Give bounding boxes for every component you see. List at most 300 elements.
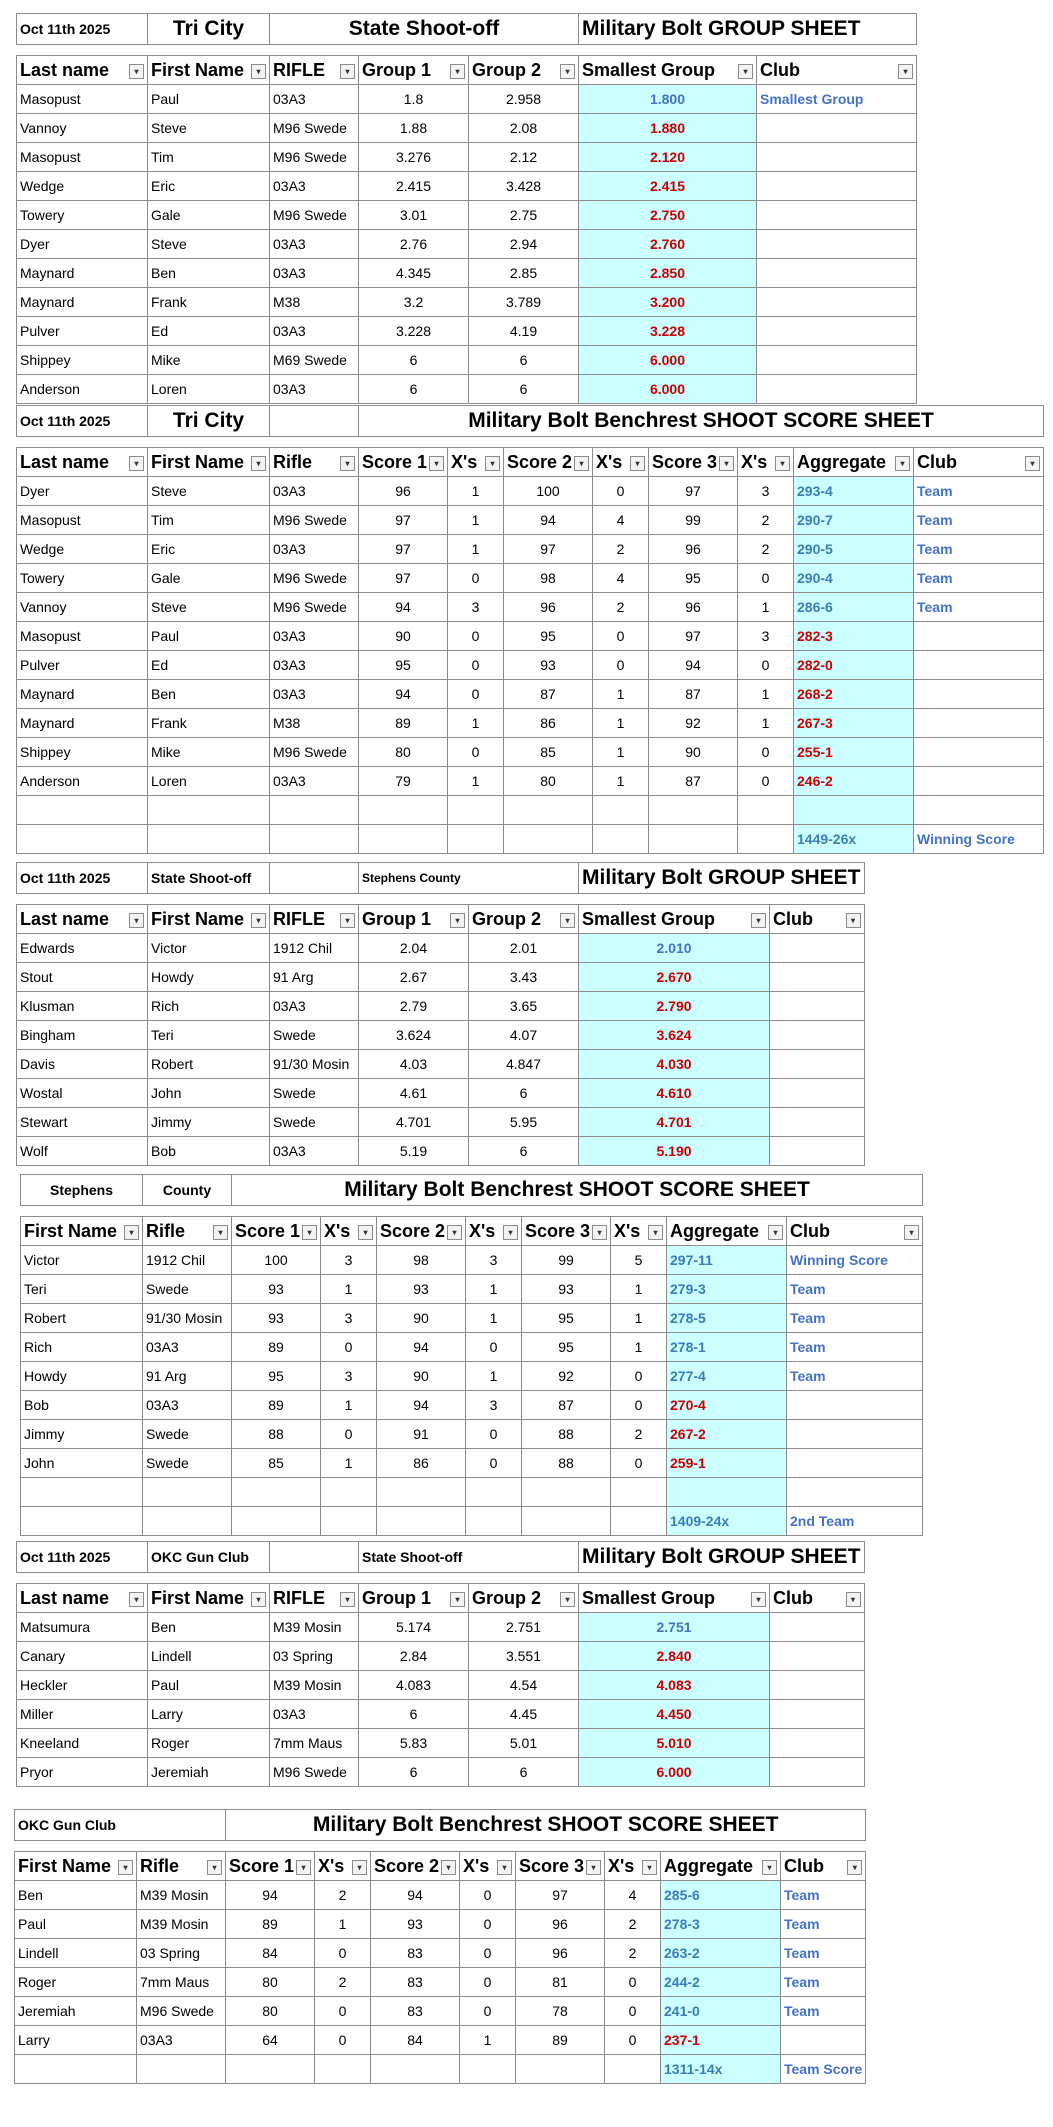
table-cell[interactable]: 85	[232, 1449, 321, 1478]
table-cell[interactable]: 88	[522, 1420, 611, 1449]
table-cell[interactable]	[466, 1478, 522, 1507]
table-cell[interactable]: M96 Swede	[270, 738, 359, 767]
table-cell[interactable]: 267-3	[794, 709, 914, 738]
table-cell[interactable]: 3.65	[469, 992, 579, 1021]
table-cell[interactable]: 87	[522, 1391, 611, 1420]
table-cell[interactable]	[770, 1758, 864, 1787]
table-cell[interactable]: 99	[522, 1246, 611, 1275]
table-cell[interactable]: Team	[914, 506, 1044, 535]
table-cell[interactable]: 0	[593, 651, 649, 680]
table-cell[interactable]: Loren	[148, 767, 270, 796]
table-cell[interactable]: 94	[377, 1333, 466, 1362]
table-cell[interactable]: 2	[738, 506, 794, 535]
table-cell[interactable]	[377, 1507, 466, 1536]
table-cell[interactable]: Masopust	[17, 622, 148, 651]
table-cell[interactable]: Masopust	[17, 143, 148, 172]
filter-dropdown-icon[interactable]: ▾	[586, 1860, 601, 1875]
table-cell[interactable]: Team	[787, 1304, 923, 1333]
table-cell[interactable]	[649, 796, 738, 825]
table-cell[interactable]: Maynard	[17, 288, 148, 317]
table-cell[interactable]: Wostal	[17, 1079, 148, 1108]
table-cell[interactable]: Kneeland	[17, 1729, 148, 1758]
table-cell[interactable]: 2	[605, 1910, 661, 1939]
table-cell[interactable]: 4.450	[579, 1700, 770, 1729]
table-cell[interactable]: 88	[232, 1420, 321, 1449]
table-cell[interactable]: 285-6	[661, 1881, 781, 1910]
table-cell[interactable]: 2	[593, 593, 649, 622]
table-cell[interactable]: Shippey	[17, 346, 148, 375]
table-cell[interactable]: Wedge	[17, 172, 148, 201]
table-cell[interactable]: Robert	[21, 1304, 143, 1333]
table-cell[interactable]: 03A3	[137, 2026, 226, 2055]
table-cell[interactable]: 3.43	[469, 963, 579, 992]
table-cell[interactable]: 1	[448, 767, 504, 796]
table-cell[interactable]: 94	[359, 593, 448, 622]
table-cell[interactable]: 0	[448, 651, 504, 680]
table-cell[interactable]: 03A3	[270, 992, 359, 1021]
total-label[interactable]: Team Score	[781, 2055, 866, 2084]
table-cell[interactable]: 2.94	[469, 230, 579, 259]
table-cell[interactable]: 4	[593, 564, 649, 593]
table-cell[interactable]: 94	[371, 1881, 460, 1910]
table-cell[interactable]: 03A3	[270, 1137, 359, 1166]
table-cell[interactable]: 4.03	[359, 1050, 469, 1079]
table-cell[interactable]: 4.701	[579, 1108, 770, 1137]
table-cell[interactable]: 1	[321, 1391, 377, 1420]
table-cell[interactable]	[770, 1137, 864, 1166]
filter-dropdown-icon[interactable]: ▾	[358, 1225, 373, 1240]
table-cell[interactable]: 2.76	[359, 230, 469, 259]
filter-dropdown-icon[interactable]: ▾	[642, 1860, 657, 1875]
table-cell[interactable]: 0	[321, 1420, 377, 1449]
table-cell[interactable]: Eric	[148, 172, 270, 201]
table-cell[interactable]	[914, 738, 1044, 767]
table-cell[interactable]: 4.083	[359, 1671, 469, 1700]
table-cell[interactable]	[143, 1507, 232, 1536]
table-cell[interactable]	[757, 172, 917, 201]
table-cell[interactable]: 277-4	[667, 1362, 787, 1391]
filter-dropdown-icon[interactable]: ▾	[592, 1225, 607, 1240]
table-cell[interactable]: 4.19	[469, 317, 579, 346]
table-cell[interactable]: 0	[466, 1333, 522, 1362]
table-cell[interactable]: 5.190	[579, 1137, 770, 1166]
table-cell[interactable]: 3.551	[469, 1642, 579, 1671]
table-cell[interactable]: 3.01	[359, 201, 469, 230]
table-cell[interactable]: Wedge	[17, 535, 148, 564]
table-cell[interactable]: 03A3	[270, 535, 359, 564]
table-cell[interactable]	[460, 2055, 516, 2084]
table-cell[interactable]: 95	[522, 1304, 611, 1333]
table-cell[interactable]: 84	[371, 2026, 460, 2055]
table-cell[interactable]: 2	[611, 1420, 667, 1449]
table-cell[interactable]: Miller	[17, 1700, 148, 1729]
table-cell[interactable]	[914, 680, 1044, 709]
table-cell[interactable]	[757, 230, 917, 259]
table-cell[interactable]: M96 Swede	[270, 114, 359, 143]
filter-dropdown-icon[interactable]: ▾	[560, 64, 575, 79]
table-cell[interactable]: Team	[781, 1881, 866, 1910]
table-cell[interactable]: 03 Spring	[137, 1939, 226, 1968]
table-cell[interactable]: 255-1	[794, 738, 914, 767]
table-cell[interactable]: 5.19	[359, 1137, 469, 1166]
table-cell[interactable]: 2.750	[579, 201, 757, 230]
table-cell[interactable]: 279-3	[667, 1275, 787, 1304]
table-cell[interactable]: 2.01	[469, 934, 579, 963]
table-cell[interactable]: 297-11	[667, 1246, 787, 1275]
table-cell[interactable]: 90	[359, 622, 448, 651]
table-cell[interactable]: 1	[611, 1275, 667, 1304]
table-cell[interactable]: 6	[469, 375, 579, 404]
table-cell[interactable]: 4.847	[469, 1050, 579, 1079]
table-cell[interactable]: 81	[516, 1968, 605, 1997]
filter-dropdown-icon[interactable]: ▾	[129, 456, 144, 471]
table-cell[interactable]: 0	[460, 1997, 516, 2026]
table-cell[interactable]: 03A3	[270, 1700, 359, 1729]
table-cell[interactable]	[649, 825, 738, 854]
filter-dropdown-icon[interactable]: ▾	[751, 913, 766, 928]
table-cell[interactable]: Team	[914, 564, 1044, 593]
table-cell[interactable]: 1	[448, 535, 504, 564]
table-cell[interactable]: Anderson	[17, 375, 148, 404]
table-cell[interactable]: 3.624	[359, 1021, 469, 1050]
table-cell[interactable]: 96	[649, 535, 738, 564]
filter-dropdown-icon[interactable]: ▾	[251, 456, 266, 471]
table-cell[interactable]: 0	[738, 651, 794, 680]
table-cell[interactable]: 246-2	[794, 767, 914, 796]
table-cell[interactable]: 0	[448, 622, 504, 651]
table-cell[interactable]: 03A3	[270, 651, 359, 680]
table-cell[interactable]: 03A3	[270, 622, 359, 651]
table-cell[interactable]: Team	[781, 1910, 866, 1939]
table-cell[interactable]: 03A3	[270, 767, 359, 796]
table-cell[interactable]: 3	[448, 593, 504, 622]
table-cell[interactable]: 1.88	[359, 114, 469, 143]
table-cell[interactable]: 2	[315, 1881, 371, 1910]
table-cell[interactable]: 282-3	[794, 622, 914, 651]
table-cell[interactable]: 1	[593, 680, 649, 709]
table-cell[interactable]	[232, 1478, 321, 1507]
table-cell[interactable]: Dyer	[17, 230, 148, 259]
table-cell[interactable]: 2.85	[469, 259, 579, 288]
table-cell[interactable]	[148, 796, 270, 825]
table-cell[interactable]: 290-4	[794, 564, 914, 593]
table-cell[interactable]: Vannoy	[17, 114, 148, 143]
table-cell[interactable]: 89	[232, 1391, 321, 1420]
table-cell[interactable]: Eric	[148, 535, 270, 564]
filter-dropdown-icon[interactable]: ▾	[450, 64, 465, 79]
table-cell[interactable]: 91/30 Mosin	[143, 1304, 232, 1333]
table-cell[interactable]: 2.75	[469, 201, 579, 230]
table-cell[interactable]: Team	[914, 535, 1044, 564]
table-cell[interactable]	[377, 1478, 466, 1507]
filter-dropdown-icon[interactable]: ▾	[497, 1860, 512, 1875]
table-cell[interactable]	[611, 1478, 667, 1507]
table-cell[interactable]	[226, 2055, 315, 2084]
table-cell[interactable]: Rich	[21, 1333, 143, 1362]
table-cell[interactable]	[593, 796, 649, 825]
table-cell[interactable]: 3	[321, 1362, 377, 1391]
table-cell[interactable]: 1.8	[359, 85, 469, 114]
filter-dropdown-icon[interactable]: ▾	[768, 1225, 783, 1240]
table-cell[interactable]: Victor	[148, 934, 270, 963]
table-cell[interactable]: 6	[469, 1758, 579, 1787]
table-cell[interactable]: 87	[649, 767, 738, 796]
table-cell[interactable]: Swede	[143, 1275, 232, 1304]
table-cell[interactable]: M96 Swede	[137, 1997, 226, 2026]
table-cell[interactable]: 2.850	[579, 259, 757, 288]
table-cell[interactable]	[667, 1478, 787, 1507]
table-cell[interactable]: 91 Arg	[270, 963, 359, 992]
filter-dropdown-icon[interactable]: ▾	[129, 64, 144, 79]
table-cell[interactable]: 1912 Chil	[143, 1246, 232, 1275]
table-cell[interactable]: Anderson	[17, 767, 148, 796]
table-cell[interactable]: 90	[377, 1362, 466, 1391]
total-label[interactable]: Winning Score	[914, 825, 1044, 854]
table-cell[interactable]: 1	[466, 1362, 522, 1391]
filter-dropdown-icon[interactable]: ▾	[340, 456, 355, 471]
table-cell[interactable]: 1912 Chil	[270, 934, 359, 963]
table-cell[interactable]: 241-0	[661, 1997, 781, 2026]
filter-dropdown-icon[interactable]: ▾	[251, 1592, 266, 1607]
filter-dropdown-icon[interactable]: ▾	[340, 913, 355, 928]
table-cell[interactable]	[21, 1478, 143, 1507]
table-cell[interactable]: 1	[611, 1304, 667, 1333]
table-cell[interactable]: 98	[504, 564, 593, 593]
table-cell[interactable]: 5.010	[579, 1729, 770, 1758]
table-cell[interactable]: 2	[593, 535, 649, 564]
table-cell[interactable]: M96 Swede	[270, 506, 359, 535]
table-cell[interactable]: 2	[738, 535, 794, 564]
table-cell[interactable]: 5.83	[359, 1729, 469, 1758]
table-cell[interactable]	[757, 201, 917, 230]
table-cell[interactable]: 96	[516, 1939, 605, 1968]
table-cell[interactable]: 95	[504, 622, 593, 651]
table-cell[interactable]	[787, 1449, 923, 1478]
table-cell[interactable]	[516, 2055, 605, 2084]
table-cell[interactable]: 1	[460, 2026, 516, 2055]
table-cell[interactable]: 94	[226, 1881, 315, 1910]
table-cell[interactable]: Jimmy	[21, 1420, 143, 1449]
table-cell[interactable]: 1	[593, 738, 649, 767]
table-cell[interactable]: 03A3	[143, 1391, 232, 1420]
table-cell[interactable]: 3	[738, 477, 794, 506]
table-cell[interactable]: 2.04	[359, 934, 469, 963]
table-cell[interactable]	[738, 825, 794, 854]
table-cell[interactable]: Howdy	[21, 1362, 143, 1391]
table-cell[interactable]: 2.415	[579, 172, 757, 201]
table-cell[interactable]: Team	[781, 1939, 866, 1968]
table-cell[interactable]: Gale	[148, 201, 270, 230]
table-cell[interactable]: 0	[460, 1881, 516, 1910]
table-cell[interactable]: 1	[321, 1275, 377, 1304]
total-score[interactable]: 1409-24x	[667, 1507, 787, 1536]
table-cell[interactable]: 3	[321, 1304, 377, 1333]
table-cell[interactable]: Team	[787, 1362, 923, 1391]
table-cell[interactable]: 5.174	[359, 1613, 469, 1642]
table-cell[interactable]: 0	[605, 2026, 661, 2055]
table-cell[interactable]: 3	[321, 1246, 377, 1275]
table-cell[interactable]: Teri	[21, 1275, 143, 1304]
table-cell[interactable]: 89	[226, 1910, 315, 1939]
table-cell[interactable]	[359, 825, 448, 854]
filter-dropdown-icon[interactable]: ▾	[207, 1860, 222, 1875]
table-cell[interactable]: 4.54	[469, 1671, 579, 1700]
table-cell[interactable]: M96 Swede	[270, 593, 359, 622]
table-cell[interactable]: Jimmy	[148, 1108, 270, 1137]
table-cell[interactable]: Pryor	[17, 1758, 148, 1787]
table-cell[interactable]	[757, 114, 917, 143]
table-cell[interactable]	[770, 934, 864, 963]
table-cell[interactable]: 2.751	[579, 1613, 770, 1642]
table-cell[interactable]: 80	[226, 1997, 315, 2026]
table-cell[interactable]: 79	[359, 767, 448, 796]
table-cell[interactable]: 1	[315, 1910, 371, 1939]
filter-dropdown-icon[interactable]: ▾	[340, 64, 355, 79]
table-cell[interactable]: 278-3	[661, 1910, 781, 1939]
table-cell[interactable]: 0	[321, 1333, 377, 1362]
table-cell[interactable]: 2.08	[469, 114, 579, 143]
table-cell[interactable]	[757, 288, 917, 317]
filter-dropdown-icon[interactable]: ▾	[485, 456, 500, 471]
table-cell[interactable]: 94	[377, 1391, 466, 1420]
table-cell[interactable]: 95	[522, 1333, 611, 1362]
table-cell[interactable]: 6.000	[579, 1758, 770, 1787]
table-cell[interactable]: Maynard	[17, 259, 148, 288]
table-cell[interactable]: 0	[448, 738, 504, 767]
table-cell[interactable]	[794, 796, 914, 825]
table-cell[interactable]	[787, 1478, 923, 1507]
table-cell[interactable]: 4.083	[579, 1671, 770, 1700]
table-cell[interactable]: 100	[504, 477, 593, 506]
table-cell[interactable]: 6	[359, 346, 469, 375]
table-cell[interactable]	[914, 622, 1044, 651]
table-cell[interactable]: 3	[466, 1246, 522, 1275]
filter-dropdown-icon[interactable]: ▾	[129, 913, 144, 928]
table-cell[interactable]: 6.000	[579, 375, 757, 404]
table-cell[interactable]: Ben	[148, 680, 270, 709]
table-cell[interactable]	[914, 796, 1044, 825]
table-cell[interactable]: 83	[371, 1968, 460, 1997]
table-cell[interactable]: Maynard	[17, 709, 148, 738]
table-cell[interactable]	[787, 1391, 923, 1420]
table-cell[interactable]: M38	[270, 288, 359, 317]
table-cell[interactable]: 03A3	[270, 477, 359, 506]
table-cell[interactable]: Vannoy	[17, 593, 148, 622]
table-cell[interactable]: 91 Arg	[143, 1362, 232, 1391]
table-cell[interactable]: Team	[914, 477, 1044, 506]
table-cell[interactable]: M39 Mosin	[137, 1881, 226, 1910]
table-cell[interactable]: 1	[448, 477, 504, 506]
table-cell[interactable]: M96 Swede	[270, 564, 359, 593]
table-cell[interactable]	[914, 651, 1044, 680]
table-cell[interactable]: 3.228	[579, 317, 757, 346]
filter-dropdown-icon[interactable]: ▾	[574, 456, 589, 471]
table-cell[interactable]	[270, 796, 359, 825]
table-cell[interactable]: 237-1	[661, 2026, 781, 2055]
table-cell[interactable]: 0	[605, 1997, 661, 2026]
table-cell[interactable]: 5	[611, 1246, 667, 1275]
table-cell[interactable]: 96	[649, 593, 738, 622]
table-cell[interactable]: Edwards	[17, 934, 148, 963]
table-cell[interactable]: 92	[649, 709, 738, 738]
table-cell[interactable]: 95	[232, 1362, 321, 1391]
table-cell[interactable]: M38	[270, 709, 359, 738]
table-cell[interactable]: 80	[359, 738, 448, 767]
table-cell[interactable]: 95	[649, 564, 738, 593]
table-cell[interactable]: Pulver	[17, 651, 148, 680]
table-cell[interactable]: 89	[516, 2026, 605, 2055]
table-cell[interactable]: 100	[232, 1246, 321, 1275]
table-cell[interactable]: 2.12	[469, 143, 579, 172]
table-cell[interactable]	[522, 1478, 611, 1507]
filter-dropdown-icon[interactable]: ▾	[429, 456, 444, 471]
table-cell[interactable]: 1.880	[579, 114, 757, 143]
table-cell[interactable]: 6	[359, 1758, 469, 1787]
table-cell[interactable]: 3	[738, 622, 794, 651]
table-cell[interactable]: 03A3	[143, 1333, 232, 1362]
table-cell[interactable]: 3.200	[579, 288, 757, 317]
table-cell[interactable]: M39 Mosin	[137, 1910, 226, 1939]
table-cell[interactable]	[770, 1613, 864, 1642]
table-cell[interactable]: 4.45	[469, 1700, 579, 1729]
table-cell[interactable]: Team	[781, 1968, 866, 1997]
table-cell[interactable]: Jeremiah	[148, 1758, 270, 1787]
table-cell[interactable]: 64	[226, 2026, 315, 2055]
table-cell[interactable]: Gale	[148, 564, 270, 593]
table-cell[interactable]	[504, 825, 593, 854]
table-cell[interactable]: 0	[460, 1939, 516, 1968]
table-cell[interactable]: 278-5	[667, 1304, 787, 1333]
table-cell[interactable]: Maynard	[17, 680, 148, 709]
table-cell[interactable]: 2.120	[579, 143, 757, 172]
table-cell[interactable]	[270, 825, 359, 854]
filter-dropdown-icon[interactable]: ▾	[251, 64, 266, 79]
table-cell[interactable]: Stewart	[17, 1108, 148, 1137]
table-cell[interactable]: 4.61	[359, 1079, 469, 1108]
table-cell[interactable]: 2.79	[359, 992, 469, 1021]
table-cell[interactable]: 0	[738, 564, 794, 593]
table-cell[interactable]	[321, 1507, 377, 1536]
table-cell[interactable]: 03A3	[270, 375, 359, 404]
table-cell[interactable]	[757, 143, 917, 172]
table-cell[interactable]: 263-2	[661, 1939, 781, 1968]
filter-dropdown-icon[interactable]: ▾	[762, 1860, 777, 1875]
table-cell[interactable]: 03 Spring	[270, 1642, 359, 1671]
table-cell[interactable]	[17, 796, 148, 825]
table-cell[interactable]: Team	[787, 1275, 923, 1304]
table-cell[interactable]: 1.800	[579, 85, 757, 114]
filter-dropdown-icon[interactable]: ▾	[847, 1860, 862, 1875]
table-cell[interactable]: 95	[359, 651, 448, 680]
table-cell[interactable]	[757, 317, 917, 346]
table-cell[interactable]: Heckler	[17, 1671, 148, 1700]
filter-dropdown-icon[interactable]: ▾	[895, 456, 910, 471]
table-cell[interactable]: 89	[359, 709, 448, 738]
table-cell[interactable]: 1	[466, 1275, 522, 1304]
table-cell[interactable]: 89	[232, 1333, 321, 1362]
table-cell[interactable]	[770, 1642, 864, 1671]
table-cell[interactable]: Mike	[148, 346, 270, 375]
table-cell[interactable]: 1	[593, 767, 649, 796]
table-cell[interactable]: 97	[359, 535, 448, 564]
table-cell[interactable]: Swede	[270, 1021, 359, 1050]
table-cell[interactable]: Steve	[148, 114, 270, 143]
table-cell[interactable]: Steve	[148, 477, 270, 506]
table-cell[interactable]: 1	[448, 709, 504, 738]
filter-dropdown-icon[interactable]: ▾	[560, 913, 575, 928]
table-cell[interactable]	[770, 1729, 864, 1758]
table-cell[interactable]: Team	[781, 1997, 866, 2026]
